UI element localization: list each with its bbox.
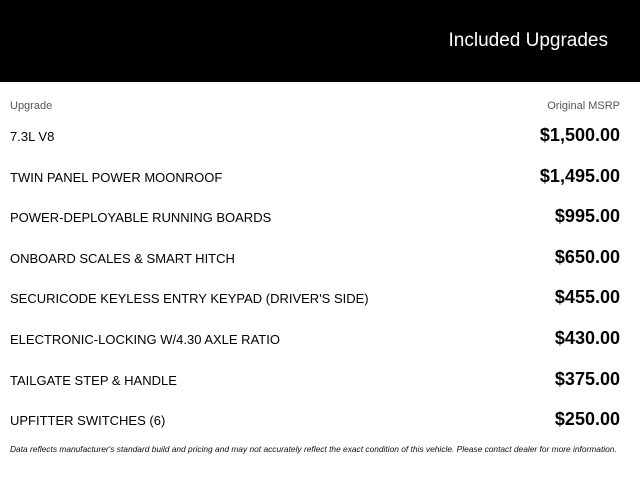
- upgrade-name: 7.3L V8: [10, 129, 55, 144]
- upgrade-row: [0, 237, 640, 278]
- upgrade-row: [0, 196, 640, 237]
- upgrade-price: $650.00: [554, 246, 620, 267]
- column-header-msrp: Original MSRP: [547, 100, 620, 112]
- upgrades-list: [0, 115, 640, 440]
- upgrade-price: $430.00: [554, 327, 620, 348]
- upgrade-name: TWIN PANEL POWER MOONROOF: [10, 169, 223, 185]
- upgrade-name: SECURICODE KEYLESS ENTRY KEYPAD (DRIVER'S SIDE): [10, 291, 369, 307]
- page-title: Included Upgrades: [448, 30, 608, 51]
- upgrade-row: [0, 318, 640, 359]
- upgrade-row: [0, 359, 640, 400]
- upgrade-price: $375.00: [554, 368, 620, 389]
- upgrade-name: ONBOARD SCALES & SMART HITCH: [10, 250, 235, 266]
- upgrade-row: [0, 399, 640, 440]
- upgrade-price: $1,500.00: [539, 125, 620, 145]
- disclaimer-text: Data reflects manufacturer's standard build and pricing and may not accurately reflect the exact condition of this vehicle. Please contact dealer for more information.: [10, 444, 617, 454]
- upgrade-row: [0, 156, 640, 197]
- upgrade-name: POWER-DEPLOYABLE RUNNING BOARDS: [10, 210, 272, 226]
- upgrade-price: $455.00: [554, 287, 620, 308]
- upgrade-name: TAILGATE STEP & HANDLE: [10, 372, 177, 388]
- upgrade-name: UPFITTER SWITCHES (6): [10, 413, 166, 429]
- upgrade-row: [0, 277, 640, 318]
- upgrade-price: $995.00: [554, 206, 620, 227]
- upgrade-name: ELECTRONIC-LOCKING W/4.30 AXLE RATIO: [10, 331, 280, 347]
- upgrade-price: $1,495.00: [539, 165, 620, 186]
- upgrade-row: [0, 115, 640, 156]
- header-bar: [0, 0, 640, 82]
- upgrade-price: $250.00: [554, 409, 620, 430]
- column-header-upgrade: Upgrade: [10, 100, 53, 112]
